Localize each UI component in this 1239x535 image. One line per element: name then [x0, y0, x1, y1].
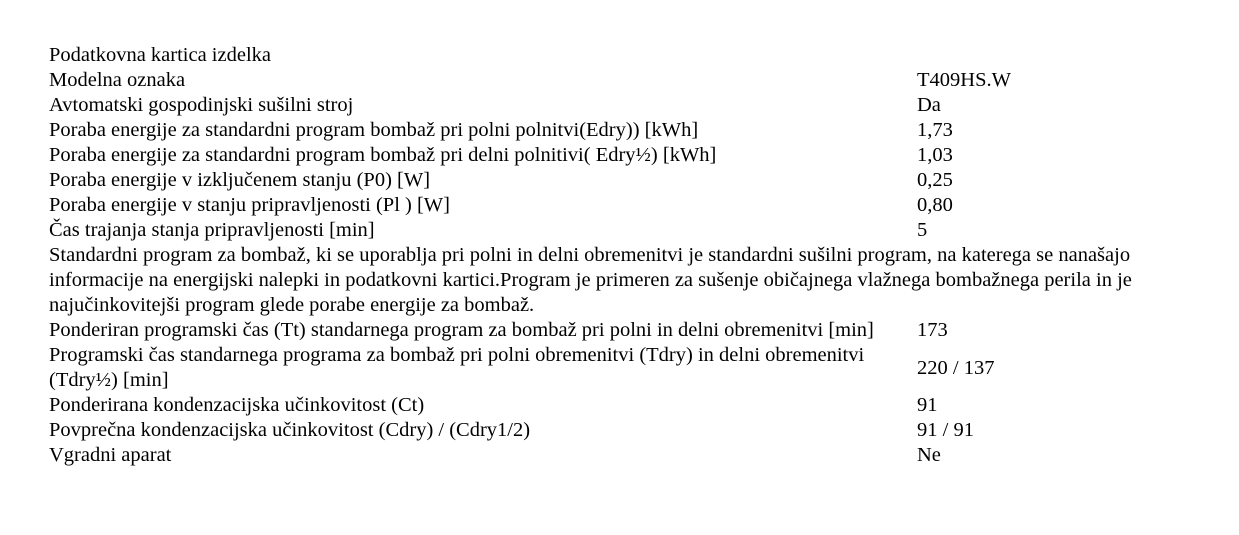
- row-label: Poraba energije v stanju pripravljenosti (Pl ) [W]: [49, 194, 450, 216]
- row-label: Ponderirana kondenzacijska učinkovitost (Ct): [49, 394, 425, 416]
- note-row: [49, 243, 1209, 318]
- row-value: Ne: [917, 444, 941, 466]
- table-row: [49, 418, 1209, 443]
- row-value: 0,80: [917, 194, 953, 216]
- table-row: [49, 93, 1209, 118]
- table-row: [49, 443, 1209, 468]
- row-value: 91: [917, 394, 938, 416]
- program-note: Standardni program za bombaž, ki se uporablja pri polni in delni obremenitvi je standardni sušilni program, na katerega se nanašajo informacije na energijski nalepki in podatkovni kartici.Program je primeren za sušenje običajnega vlažnega bombažnega perila in je najučinkovitejši program glede porabe energije za bombaž.: [49, 244, 1132, 316]
- row-value: 0,25: [917, 169, 953, 191]
- row-value: 5: [917, 219, 928, 241]
- row-label: Povprečna kondenzacijska učinkovitost (Cdry) / (Cdry1/2): [49, 419, 531, 441]
- row-value: 1,73: [917, 119, 953, 141]
- table-row: [49, 118, 1209, 143]
- table-row: [49, 168, 1209, 193]
- row-label: Avtomatski gospodinjski sušilni stroj: [49, 94, 354, 116]
- title-row: [49, 43, 1209, 68]
- table-row: [49, 68, 1209, 93]
- row-label: Poraba energije v izključenem stanju (P0) [W]: [49, 169, 431, 191]
- row-label: Poraba energije za standardni program bombaž pri polni polnitvi(Edry)) [kWh]: [49, 119, 699, 141]
- row-label: Modelna oznaka: [49, 69, 186, 91]
- row-label: Poraba energije za standardni program bombaž pri delni polnitivi( Edry½) [kWh]: [49, 144, 717, 166]
- row-label: Programski čas standarnega programa za bombaž pri polni obremenitvi (Tdry) in delni obremenitvi (Tdry½) [min]: [49, 344, 865, 391]
- row-value: 1,03: [917, 144, 953, 166]
- table-row: [49, 193, 1209, 218]
- sheet-title: Podatkovna kartica izdelka: [49, 44, 271, 66]
- table-row: [49, 343, 1209, 393]
- product-data-sheet: [49, 43, 1209, 468]
- table-row: [49, 218, 1209, 243]
- row-label: Čas trajanja stanja pripravljenosti [min]: [49, 219, 375, 241]
- row-value: Da: [917, 94, 941, 116]
- table-row: [49, 318, 1209, 343]
- table-row: [49, 143, 1209, 168]
- row-value: 173: [917, 319, 948, 341]
- row-value: 91 / 91: [917, 419, 974, 441]
- product-data-table: [49, 43, 1209, 468]
- row-value: T409HS.W: [917, 69, 1011, 91]
- row-label: Ponderiran programski čas (Tt) standarnega program za bombaž pri polni in delni obremenitvi [min]: [49, 319, 874, 341]
- table-row: [49, 393, 1209, 418]
- row-label: Vgradni aparat: [49, 444, 172, 466]
- row-value: 220 / 137: [917, 356, 995, 379]
